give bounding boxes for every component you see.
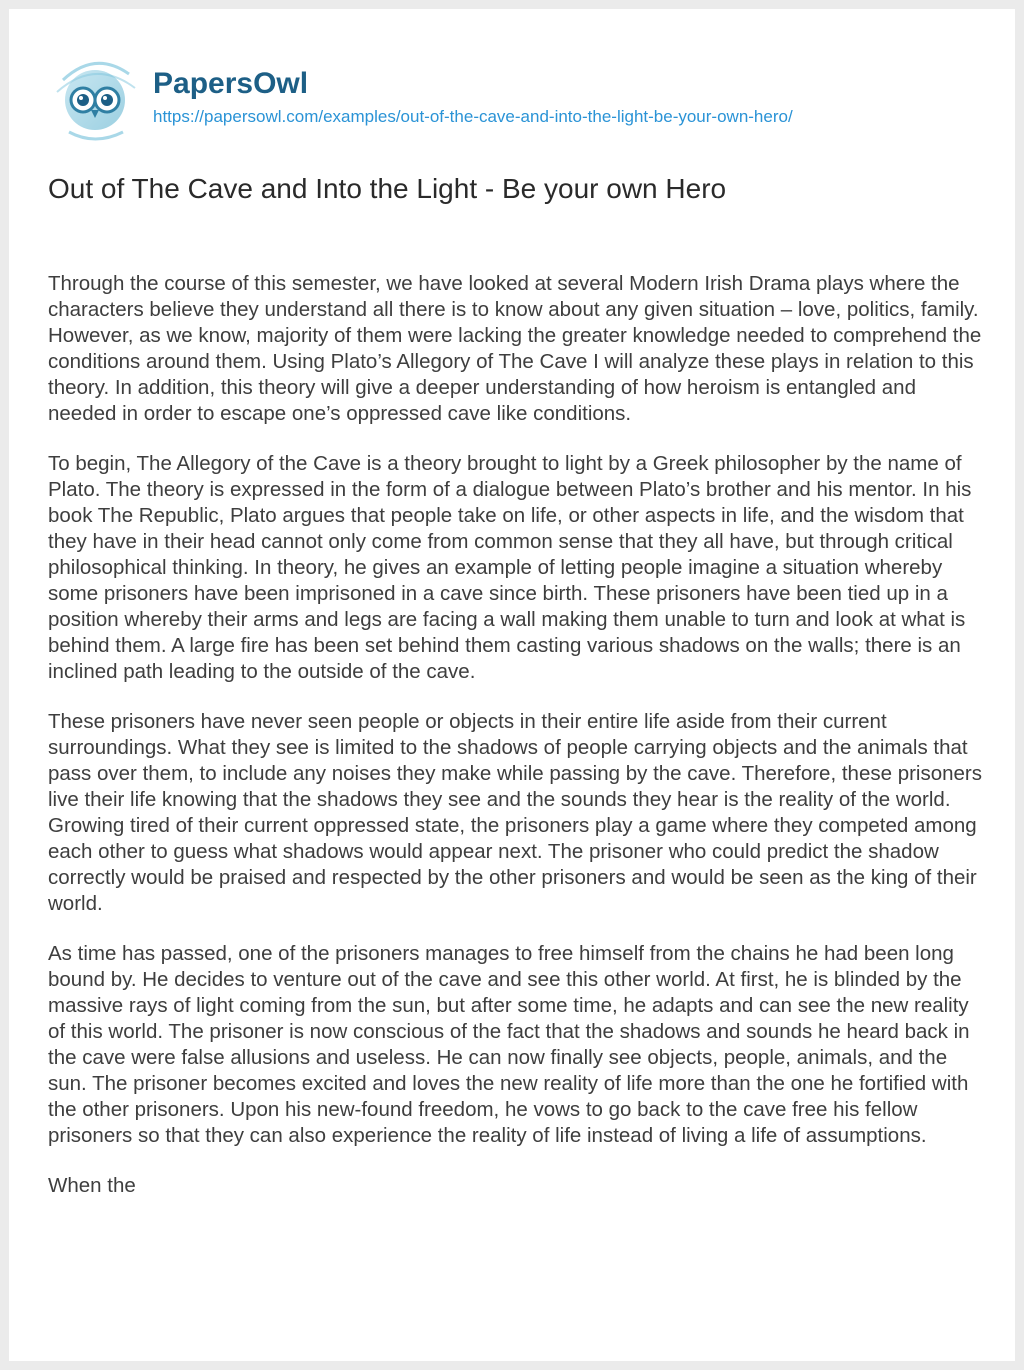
article-paragraph: Through the course of this semester, we have looked at several Modern Irish Drama plays where the characters believe they understand all there is to know about any given situation – love, politics, family. However, as we know, majority of them were lacking the greater knowledge needed to comprehend the conditions around them. Using Plato’s Allegory of The Cave I will analyze these plays in relation to this theory. In addition, this theory will give a deeper understanding of how heroism is entangled and needed in order to escape one’s oppressed cave like conditions. [48,272,982,425]
article-paragraph: To begin, The Allegory of the Cave is a theory brought to light by a Greek philosopher by the name of Plato. The theory is expressed in the form of a dialogue between Plato’s brother and his mentor. In his book The Republic, Plato argues that people take on life, or other aspects in life, and the wisdom that they have in their head cannot only come from common sense that they all have, but through critical philosophical thinking. In theory, he gives an example of letting people imagine a situation whereby some prisoners have been imprisoned in a cave since birth. These prisoners have been tied up in a position whereby their arms and legs are facing a wall making them unable to turn and look at what is behind them. A large fire has been set behind them casting various shadows on the walls; there is an inclined path leading to the outside of the cave. [48,452,972,683]
owl-logo-icon [49,52,141,144]
site-name: PapersOwl [153,67,309,100]
article-paragraph: These prisoners have never seen people or objects in their entire life aside from their current surroundings. What they see is limited to the shadows of people carrying objects and the animals that pass over them, to include any noises they make while passing by the cave. Therefore, these prisoners live their life knowing that the shadows they see and the sounds they hear is the reality of the world. Growing tired of their current oppressed state, the prisoners play a game where they competed among each other to guess what shadows would appear next. The prisoner who could predict the shadow correctly would be praised and respected by the other prisoners and would be seen as the king of their world. [48,710,983,915]
document-page [9,9,1015,1361]
article-paragraph: When the [48,1174,136,1197]
article-paragraph: As time has passed, one of the prisoners manages to free himself from the chains he had been long bound by. He decides to venture out of the cave and see this other world. At first, he is blinded by the massive rays of light coming from the sun, but after some time, he adapts and can see the new reality of this world. The prisoner is now conscious of the fact that the shadows and sounds he heard back in the cave were false allusions and useless. He can now finally see objects, people, animals, and the sun. The prisoner becomes excited and loves the new reality of life more than the one he fortified with the other prisoners. Upon his new-found freedom, he vows to go back to the cave free his fellow prisoners so that they can also experience the reality of life instead of living a life of assumptions. [48,942,970,1147]
source-url-link[interactable]: https://papersowl.com/examples/out-of-the-cave-and-into-the-light-be-your-own-hero/ [153,107,793,126]
article-body [48,271,984,1223]
article-title: Out of The Cave and Into the Light - Be your own Hero [48,173,727,204]
